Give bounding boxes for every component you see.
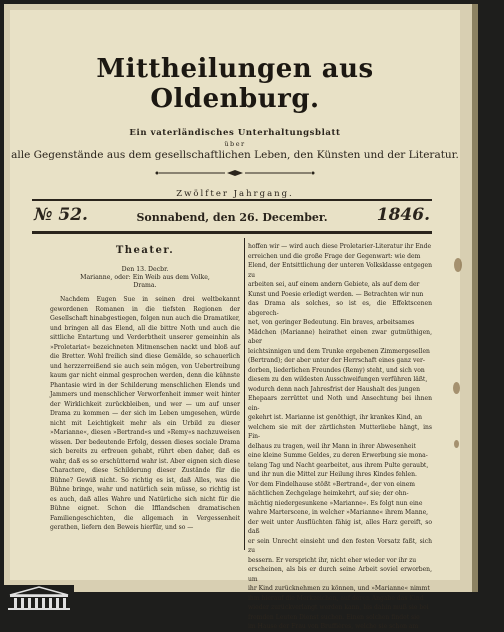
issue-number: № 52.	[34, 205, 88, 225]
article-line: der weit unter Ausflüchten fähig ist, alles Harz gereift, so daß	[248, 518, 432, 535]
article-line: leichtsinnigen und dem Trunke ergebenen Zimmergesellen	[248, 347, 430, 355]
article-line: und ihr nun die Mittel zur Heilung ihres Kindes fehlen.	[248, 471, 417, 478]
stain	[454, 258, 462, 272]
masthead-topics: alle Gegenstände aus dem gesellschaftlichen Leben, den Künsten und der Literatur.	[11, 149, 459, 161]
play-genre: Drama.	[133, 282, 157, 289]
article-line: net, von geringer Bedeutung. Ein braves, arbeitsames	[248, 319, 415, 326]
library-building-logo-icon	[4, 585, 74, 612]
column-left	[50, 242, 240, 533]
article-text-left: Nachdem Eugen Sue in seinen drei weltbekannt gewordenen Romanen in die tiefsten Regionen der Gesellschaft hinabgestiegen, folgen nun auch die Dramatiker, und bringen all das Elend, all die bittre Noth und auch die sittliche Entartung und Verderbtheit unserer gemeinhin als »Proletariat« bezeichneten Mitmenschen nackt und bloß auf die Bretter. Wohl freilich sind diese Gemälde, so schauerlich und herzzerreißend sie auch sein mögen, von Uebertreibung kaum gar nicht einmal gesprochen werden, denn die kühnste Phantasie wird in der Schilderung menschlichen Elends und Jammers und menschlicher Verworfenheit immer weit hinter der Wirklichkeit zurückbleiben, und wer — um auf unser Drama zu kommen — der sich im Leben umgesehen, würde nicht mit Leichtigkeit mehr als ein Urbild zu dieser »Marianne«, diesen »Bertrand«s und »Remy«s nachzuweisen wissen. Der bedeutende Erfolg, dessen dieses sociale Drama sich bereits zu erfreuen gehabt, rührt eben daher, daß es wahr, daß es so erschütternd wahr ist. Aber eignen sich diese Charactere, diese Schilderung dieser Zustände für die Bühne? Gewiß nicht. So richtig es ist, daß Alles, was die Bühne bringe, wahr und natürlich sein müsse, so richtig ist es auch, daß alles Wahre und Natürliche sich nicht für die Bühne eignet. Schon die Ifflandschen dramatischen Familiengeschichten, die allgemach in Vergessenheit gerathen, liefern den Beweis hierfür, und so —	[50, 296, 240, 531]
performance-date: Den 13. Decbr.	[121, 266, 169, 273]
stain	[454, 440, 459, 448]
article-line: Ehepaars zerrüttet und Noth und Ansechtung bei ihnen ein-	[248, 395, 432, 412]
article-line: Kunst und Poesie erledigt werden. — Betrachten wir nun	[248, 290, 424, 298]
article-line: welchem sie mit der zärtlichsten Mutterliebe hängt, ins Fin-	[248, 423, 432, 440]
rule-bottom	[32, 231, 432, 234]
article-line: Mädchen (Marianne) heirathet einen zwar gutmüthigen, aber	[248, 328, 432, 345]
ornament-divider-icon	[155, 169, 315, 177]
article-line: erreichen und die große Frage der Gegenwart: wie dem	[248, 252, 421, 260]
article-line: hoffen wir — wird auch diese Proletarier-Literatur ihr Ende	[248, 243, 432, 250]
masthead	[10, 54, 460, 199]
article-line: delhaus zu tragen, weil ihr Mann in ihrer Abwesenheit	[248, 442, 416, 450]
play-title: Marianne, oder: Ein Weib aus dem Volke,	[80, 274, 210, 281]
section-heading: Theater.	[115, 245, 175, 256]
article-line: bessern. Er verspricht ihr, nicht eher wieder vor ihr zu	[248, 556, 417, 564]
volume-line: Zwölfter Jahrgang.	[176, 189, 294, 199]
article-line: im Hause der Frau von Bruffières, welche sie schon am	[248, 623, 419, 630]
article-line: fremden Leuten Dienst suchen. Einen solchen findet sie	[248, 613, 420, 621]
column-divider	[244, 238, 245, 550]
article-line: ihm hierauf die Merkzeichen, auf deren Angabe das Kind	[248, 594, 424, 602]
article-line: ihr Kind zurücknehmen zu können, und »Marianne« nimmt	[248, 585, 430, 592]
article-line: Elend, der Entsittlichung der unteren Volksklasse entgegen zu	[248, 262, 432, 279]
article-line: wieder zurückverlangt werden kann, bis dahin muß sie bei	[248, 604, 429, 611]
article-line: gekehrt ist. Marianne ist genöthigt, ihr krankes Kind, an	[248, 414, 422, 421]
article-line: arbeiten sei, auf einem andern Gebiete, als auf dem der	[248, 281, 420, 288]
article-line: erscheinen, als bis er durch seine Arbeit soviel erworben, um	[248, 566, 432, 583]
newspaper-title: Mittheilungen aus Oldenburg.	[96, 54, 374, 114]
issue-year: 1846.	[376, 205, 430, 225]
article-line: mächtig niedergesunkene »Marianne«. Es folgt nun eine	[248, 499, 423, 507]
article-line: eine kleine Summe Geldes, zu deren Erwerbung sie mona-	[248, 452, 428, 459]
issue-line	[32, 203, 432, 229]
issue-date: Sonnabend, den 26. December.	[136, 211, 328, 224]
masthead-ueber: über	[224, 140, 246, 148]
rule-top	[32, 199, 432, 201]
article-line: wodurch denn nach Jahresfrist der Haushalt des jungen	[248, 385, 420, 393]
article-line: dorben, liederlichen Freundes (Remy) steht, und sich von	[248, 366, 425, 374]
newspaper-subtitle: Ein vaterländisches Unterhaltungsblatt	[129, 128, 341, 138]
article-line: er sein Unrecht einsieht und den festen Vorsatz faßt, sich zu	[248, 537, 432, 554]
article-line: wahre Marterscene, in welcher »Marianne« ihrem Manne,	[248, 509, 429, 516]
article-line: das Drama als solches, so ist es, die Effektscenen abgerech-	[248, 300, 432, 317]
column-right	[248, 242, 432, 632]
article-line: Vor dem Findelhause stößt »Bertrand«, der von einem	[248, 480, 416, 488]
article-line: nächtlichen Zechgelage heimkehrt, auf sie; der ohn-	[248, 490, 409, 497]
article-line: diesem zu den wildesten Ausschweifungen verführen läßt,	[248, 376, 428, 383]
article-line: telang Tag und Nacht gearbeitet, aus ihrem Pulte geraubt,	[248, 461, 429, 469]
article-line: (Bertrand); der aber unter der Herrschaft eines ganz ver-	[248, 357, 425, 364]
newspaper-page	[10, 10, 460, 630]
stain	[453, 382, 460, 394]
